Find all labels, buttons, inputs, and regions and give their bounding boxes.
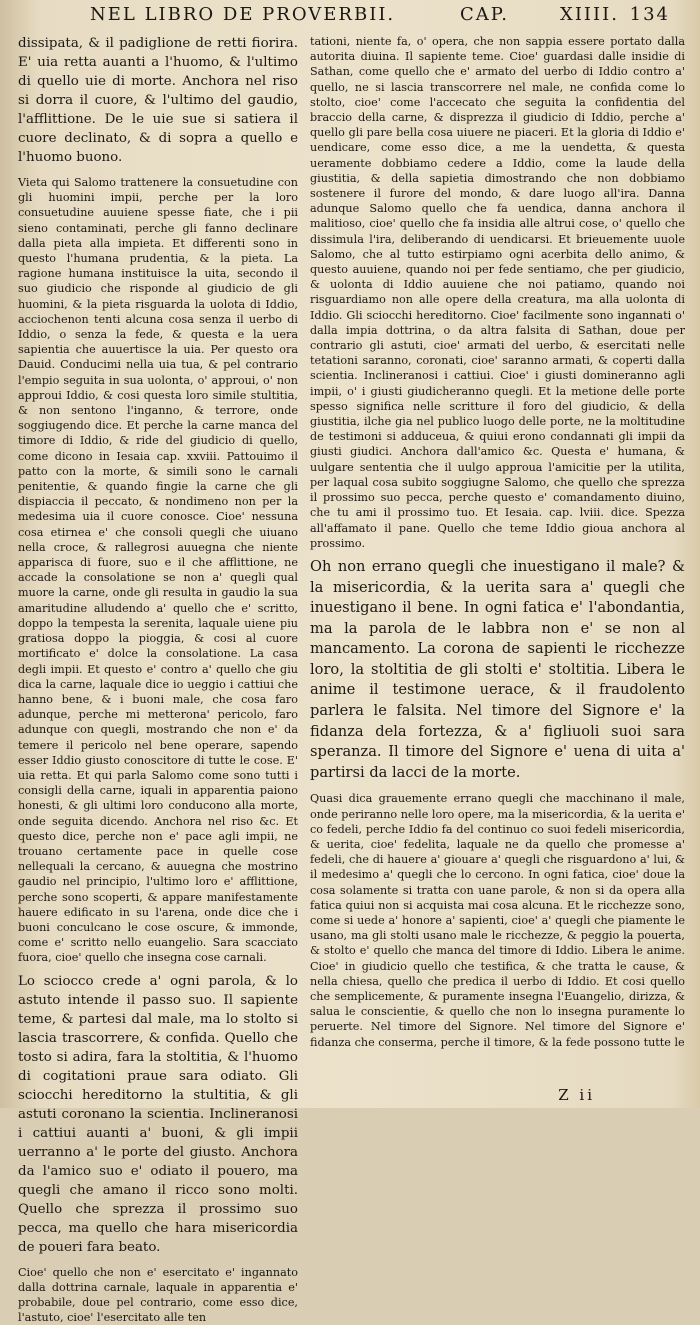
proverb-text: Oh non errano quegli che inuestigano il male? & la misericordia, & la uerita sara a' quegli che inuestigano il bene. In ogni fatica e' l'abondantia, ma la parola de le labbra non e' se non al mancamento. La corona de sapienti le ricchezze loro, la stoltitia de gli stolti e' stoltitia. Libera le anime il testimone uerace, & il fraudolento parlera le falsita. Nel timore del Signore e' la fidanza dela fortezza, & a' figliuoli suoi sara speranza. Il timore del Signore e' uena di uita a' partirsi da lacci de la morte. [310,557,685,781]
running-header [90,4,670,34]
header-cap: CAP. [460,4,509,25]
commentary-text: Vieta qui Salomo trattenere la consuetudine con gli huomini impii, perche per la loro consuetudine auuiene spesse fiate, che i pii sieno contaminati, perche gli fanno declinare dalla pieta alla impieta. Et differenti sono in questo l'humana prudentia, & la pieta. La ragione humana instituisce la uita, secondo il suo giudicio che risponde al giudicio de gli huomini, & la pieta risguarda la uolota di Iddio, acciochenon tenti alcuna cosa senza il uerbo di Iddio, o senza la fede, & questa e la uera sapientia che auuertisce la uia. Per questo ora Dauid. Conducimi nella uia tua, & pel contrario l'empio seguita in sua uolonta, o' approui, o' non approui Iddio, & cosi questa loro simile stultitia, & non sentono l'inganno, & terrore, onde soggiugendo dice. Et perche la carne manca del timore di Iddio, & ride del giudicio di quello, come dicono in Iesaia cap. xxviii. Pattouimo il patto con la morte, & simili sono le carnali penitentie, & quando fingie la carne che gli dispiaccia il peccato, & nondimeno non per la medesima uia il cuore conosce. Cioe' nessuna cosa etirnea e' che consoli quegli che uiuano nella croce, & rallegrosi auuegna che niente apparisca di fuore, suo e il che afflittione, ne accade la consolatione se non a' quegli qual muore la carne, onde gli resulta in gaudio la sua amaritudine alludendo a' quello che e' scritto, doppo la tempesta la serenita, laquale uiene piu gratiosa doppo la pioggia, & cosi al cuore mortificato e' dolce la consolatione. La casa degli impii. Et questo e' contro a' quello che giu dica la carne, laquale dice io ueggio i cattiui che hanno bene, & i buoni male, che cosa faro adunque, perche mi metterona' pericolo, faro adunque con quegli, mostrando che non e' da temere il pericolo nel bene operare, sapendo esser Iddio giusto conoscitore di tutte le cose. E' uia retta. Et qui parla Salomo come sono tutti i consigli della carne, iquali in apparentia paiono honesti, & gli ultimi loro conducono alla morte, onde seguita dicendo. Anchora nel riso &c. Et questo dice, perche non e' pace agli impii, ne trouano certamente pace in quelle cose nellequali la cercano, & auuegna che mostrino gaudio nel principio, l'ultimo loro e' afflittione, perche sono scoperti, & appare manifestamente hauere edificato in su l'arena, onde dice che i buoni conculcano le cose oscure, & immonde, come e' scritto nello euangelio. Sara scacciato fuora, cioe' quello che insegna cose carnali. [18,176,298,965]
commentary-text: Cioe' quello che non e' esercitato e' ingannato dalla dottrina carnale, laquale in apparentia e' probabile, doue pel contrario, come esso dice, l'astuto, cioe' l'esercitato alle ten [18,1265,298,1325]
commentary-text: Quasi dica grauemente errano quegli che macchinano il male, onde periranno nelle loro opere, ma la misericordia, & la uerita e' co fedeli, perche Iddio fa del continuo co suoi fedeli misericordia, & uerita, cioe' fedelita, laquale ne da quello che promesse a' fedeli, che di hauere a' giouare a' quegli che risguardono a' lui, & il medesimo a' quegli che lo cercono. In ogni fatica, cioe' doue la cosa solamente si tratta con uane parole, & non si da opera alla fatica quiui non si acquista mai cosa alcuna. Et le ricchezze sono, come si uede a' honore a' sapienti, cioe' a' quegli che piamente le usano, ma gli stolti usano male le ricchezze, & peggio la pouerta, & stolto e' quello che manca del timore di Iddio. Libera le anime. Cioe' in giudicio quello che testifica, & che tratta le cause, & nella chiesa, quello che predica il uerbo di Iddio. Et cosi quello che semplicemente, & puramente insegna l'Euangelio, dirizza, & salua le conscientie, & quello che non lo insegna puramente lo peruerte. Nel timore del Signore. Nel timore del Signore e' fidanza che conserma, perche il timore, & la fede possono tutte le [310,792,685,1049]
signature-mark: Z ii [558,1086,595,1104]
page-number: 134 [629,4,670,25]
proverb-text: dissipata, & il padiglione de retti fiorira. E' uia retta auanti a l'huomo, & l'ultimo di quello uie di morte. Anchora nel riso si dorra il cuore, & l'ultimo del gaudio, l'afflittione. De le uie sue si satiera il cuore declinato, & di sopra a quello e l'huomo buono. [18,36,298,165]
left-column [18,34,298,1325]
header-title: NEL LIBRO DE PROVERBII. [90,4,396,25]
proverb-text: Lo sciocco crede a' ogni parola, & lo astuto intende il passo suo. Il sapiente teme, & partesi dal male, ma lo stolto si lascia trascorrere, & confida. Quello che tosto si adira, fara la stoltitia, & l'huomo di cogitationi praue sara odiato. Gli sciocchi hereditorno la stultitia, & gli astuti coronano la scientia. Inclineranosi i cattiui auanti a' buoni, & gli impii uerranno a' le porte del giusto. Anchora da l'amico suo e' odiato il pouero, ma quegli che amano il ricco sono molti. Quello che sprezza il prossimo suo pecca, ma quello che hara misericordia de poueri fara beato. [18,973,298,1255]
right-column [310,34,685,1078]
header-chapter: XIIII. [560,4,619,25]
commentary-text: tationi, niente fa, o' opera, che non sappia essere portato dalla autorita diuina. Il sapiente teme. Cioe' guardasi dalle insidie di Sathan, come quello che e' armato del uerbo di Iddio contro a' quello, ne si lascia transcorrere nel male, ne confida come lo stolto, cioe' come l'accecato che seguita la confidentia del braccio della carne, & disprezza il giudicio di Iddio, perche a' quello gli pare bella cosa uiuere ne piaceri. Et la gloria di Iddio e' uendicare, come esso dice, a me la uendetta, & questa ueramente dobbiamo cedere a Iddio, come la laude della giustitia, & della sapietia dimostrando che non dobbiamo sostenere il furore del mondo, & dare luogo all'ira. Danna adunque Salomo quello che fa uendica, danna anchora il malitioso, cioe' quello che fa insidia alle altrui cose, o' quello che dissimula l'ira, deliberando di uendicarsi. Et brieuemente uuole Salomo, che al tutto estirpiamo ogni acerbita dello animo, & questo auuiene, quando noi per fede sentiamo, che per giudicio, & uolonta di Iddio auuiene che noi patiamo, quando noi risguardiamo non alle opere della creatura, ma alla uolonta di Iddio. Gli sciocchi hereditorno. Cioe' facilmente sono ingannati o' dalla impia dottrina, o da altra falsita di Sathan, doue per contrario gli astuti, cioe' armati del uerbo, & esercitati nelle tetationi saranno, coronati, cioe' saranno armati, & coperti dalla scientia. Inclineranosi i cattiui. Cioe' i giusti domineranno agli impii, o' i giusti giudicheranno quegli. Et la metione delle porte spesso significa nelle scritture il foro del giudicio, & della giustitia, ilche gia nel publico luogo delle porte, ne la moltitudine de testimoni si adduceua, & quiui erono condannati gli impii da giusti giudici. Anchora dall'amico &c. Questa e' humana, & uulgare sententia che il uulgo approua l'amicitie per la utilita, per laqual cosa subito soggiugne Salomo, che quello che sprezza il prossimo suo pecca, perche questo e' comandamento diuino, che tu ami il prossimo tuo. Et Iesaia. cap. lviii. dice. Spezza all'affamato il pane. Quello che teme Iddio gioua anchora al prossimo. [310,35,685,550]
